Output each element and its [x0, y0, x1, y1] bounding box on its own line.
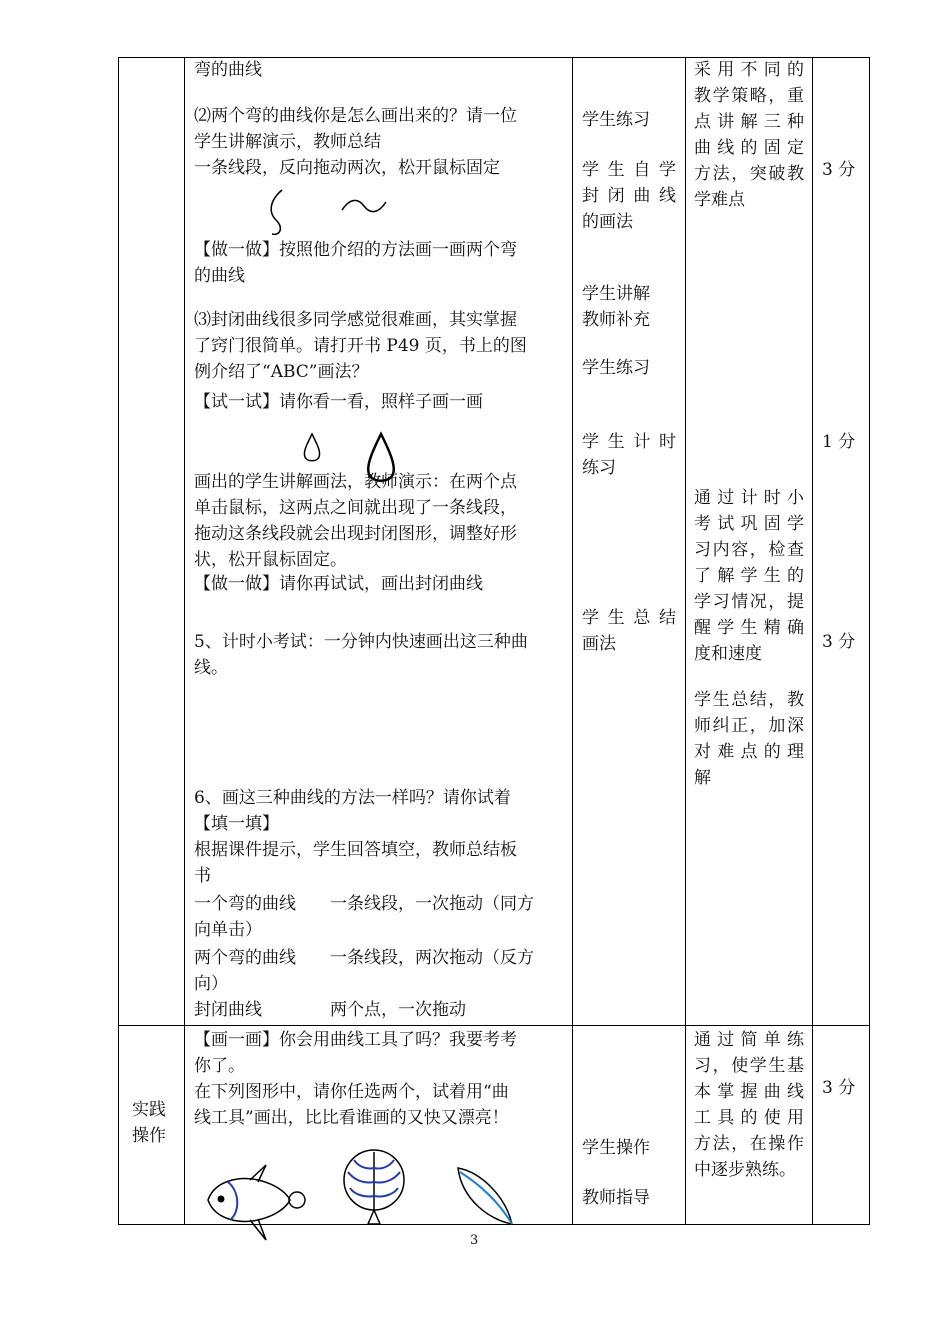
text-line: 例介绍了“ABC”画法？	[194, 362, 369, 382]
text-line: 本掌握曲线	[694, 1082, 804, 1102]
text-line: 【画一画】你会用曲线工具了吗？我要考考	[194, 1030, 517, 1050]
leaf-vein	[460, 1172, 512, 1224]
text-line: 学生讲解	[582, 284, 650, 304]
tree-branch-right-2	[374, 1172, 400, 1183]
text-line: ⑵两个弯的曲线你是怎么画出来的？请一位	[194, 106, 517, 126]
text-line: 醒学生精确	[694, 618, 804, 638]
text-line: 学难点	[694, 190, 745, 210]
text-line: 解	[694, 768, 711, 788]
text-line: 通过计时小	[694, 488, 804, 508]
text-line: 6、画这三种曲线的方法一样吗？请你试着	[194, 788, 511, 808]
text-line: 师纠正，加深	[694, 716, 804, 736]
text-line: 考试巩固学	[694, 514, 804, 534]
text-line: 学生总结	[582, 608, 676, 628]
text-line: 【试一试】请你看一看，照样子画一画	[194, 392, 483, 412]
teardrop-large-icon	[368, 434, 394, 481]
text-line: 中逐步熟练。	[694, 1160, 796, 1180]
leaf-drawing	[458, 1168, 512, 1224]
text-line: 了解学生的	[694, 566, 804, 586]
text-line: 学习情况，提	[694, 592, 804, 612]
text-line: 练习	[582, 458, 616, 478]
text-line: 【填一填】	[194, 814, 279, 834]
tree-branch-left-2	[348, 1172, 374, 1183]
text-line: 习，使学生基	[694, 1056, 804, 1076]
text-line: 习内容，检查	[694, 540, 804, 560]
time-value: 3 分	[822, 160, 856, 180]
text-line: 画法	[582, 634, 616, 654]
text-line: 学生总结，教	[694, 690, 804, 710]
fish-drawing	[208, 1165, 305, 1240]
text-line: 曲线的固定	[694, 138, 804, 158]
text-line: 了窍门很简单。请打开书 P49 页，书上的图	[194, 336, 527, 356]
text-line: 采用不同的	[694, 60, 804, 80]
text-line: 点讲解三种	[694, 112, 804, 132]
text-line: 的画法	[582, 212, 633, 232]
text-line: 方法，突破教	[694, 164, 804, 184]
curve-sample-vertical	[271, 190, 282, 234]
teardrop-small-icon	[304, 434, 319, 461]
text-line: 的曲线	[194, 266, 245, 286]
time-value: 1 分	[822, 432, 856, 452]
text-line: 一个弯的曲线 一条线段，一次拖动（同方	[194, 894, 534, 914]
stage-label: 实践	[132, 1100, 166, 1120]
text-line: 教师补充	[582, 310, 650, 330]
text-line: 通过简单练	[694, 1030, 804, 1050]
text-line: 5、计时小考试：一分钟内快速画出这三种曲	[194, 632, 528, 652]
text-line: 教学策略，重	[694, 86, 804, 106]
text-line: 对难点的理	[694, 742, 804, 762]
text-line: 【做一做】按照他介绍的方法画一画两个弯	[194, 240, 517, 260]
page-number: 3	[470, 1233, 479, 1248]
text-line: 学生练习	[582, 110, 650, 130]
time-value: 3 分	[822, 1078, 856, 1098]
tree-branch-left-3	[350, 1188, 374, 1197]
text-line: 你了。	[194, 1056, 245, 1076]
text-line: 学生讲解演示，教师总结	[194, 132, 381, 152]
fish-gill-line	[228, 1182, 237, 1220]
text-line: 度和速度	[694, 644, 762, 664]
text-line: 单击鼠标，这两点之间就出现了一条线段，	[194, 498, 517, 518]
tree-drawing	[344, 1150, 404, 1224]
fish-eye	[218, 1196, 225, 1203]
text-line: 工具的使用	[694, 1108, 804, 1128]
text-line: 方法，在操作	[694, 1134, 804, 1154]
text-line: 在下列图形中，请你任选两个，试着用“曲	[194, 1082, 509, 1102]
fish-tail-bubble	[289, 1192, 305, 1208]
text-line: 封闭曲线 两个点，一次拖动	[194, 1000, 466, 1020]
curve-sample-wave	[342, 200, 386, 211]
text-line: 学生计时	[582, 432, 676, 452]
text-line: 线工具”画出，比比看谁画的又快又漂亮！	[194, 1108, 509, 1128]
text-line: 向单击）	[194, 920, 262, 940]
text-line: 画出的学生讲解画法，教师演示：在两个点	[194, 472, 517, 492]
text-line: 书	[194, 866, 211, 886]
text-line: ⑶封闭曲线很多同学感觉很难画，其实掌握	[194, 310, 517, 330]
text-line: 学生操作	[582, 1138, 650, 1158]
text-line: 教师指导	[582, 1188, 650, 1208]
tree-base	[368, 1210, 380, 1224]
text-line: 封闭曲线	[582, 186, 676, 206]
text-line: 状，松开鼠标固定。	[194, 550, 347, 570]
text-line: 学生练习	[582, 358, 650, 378]
text-line: 一条线段，反向拖动两次，松开鼠标固定	[194, 158, 500, 178]
text-line: 线。	[194, 658, 228, 678]
time-value: 3 分	[822, 632, 856, 652]
tree-branch-left-1	[354, 1160, 374, 1169]
text-line: 学生自学	[582, 160, 676, 180]
text-line: 【做一做】请你再试试，画出封闭曲线	[194, 574, 483, 594]
text-line: 两个弯的曲线 一条线段，两次拖动（反方	[194, 948, 534, 968]
text-line: 弯的曲线	[194, 60, 262, 80]
tree-branch-right-3	[374, 1188, 398, 1197]
tree-branch-right-1	[374, 1160, 394, 1169]
fish-bottom-fin	[250, 1219, 266, 1240]
text-line: 向）	[194, 974, 228, 994]
text-line: 根据课件提示，学生回答填空，教师总结板	[194, 840, 517, 860]
text-line: 拖动这条线段就会出现封闭图形，调整好形	[194, 524, 517, 544]
stage-label: 操作	[132, 1126, 166, 1146]
